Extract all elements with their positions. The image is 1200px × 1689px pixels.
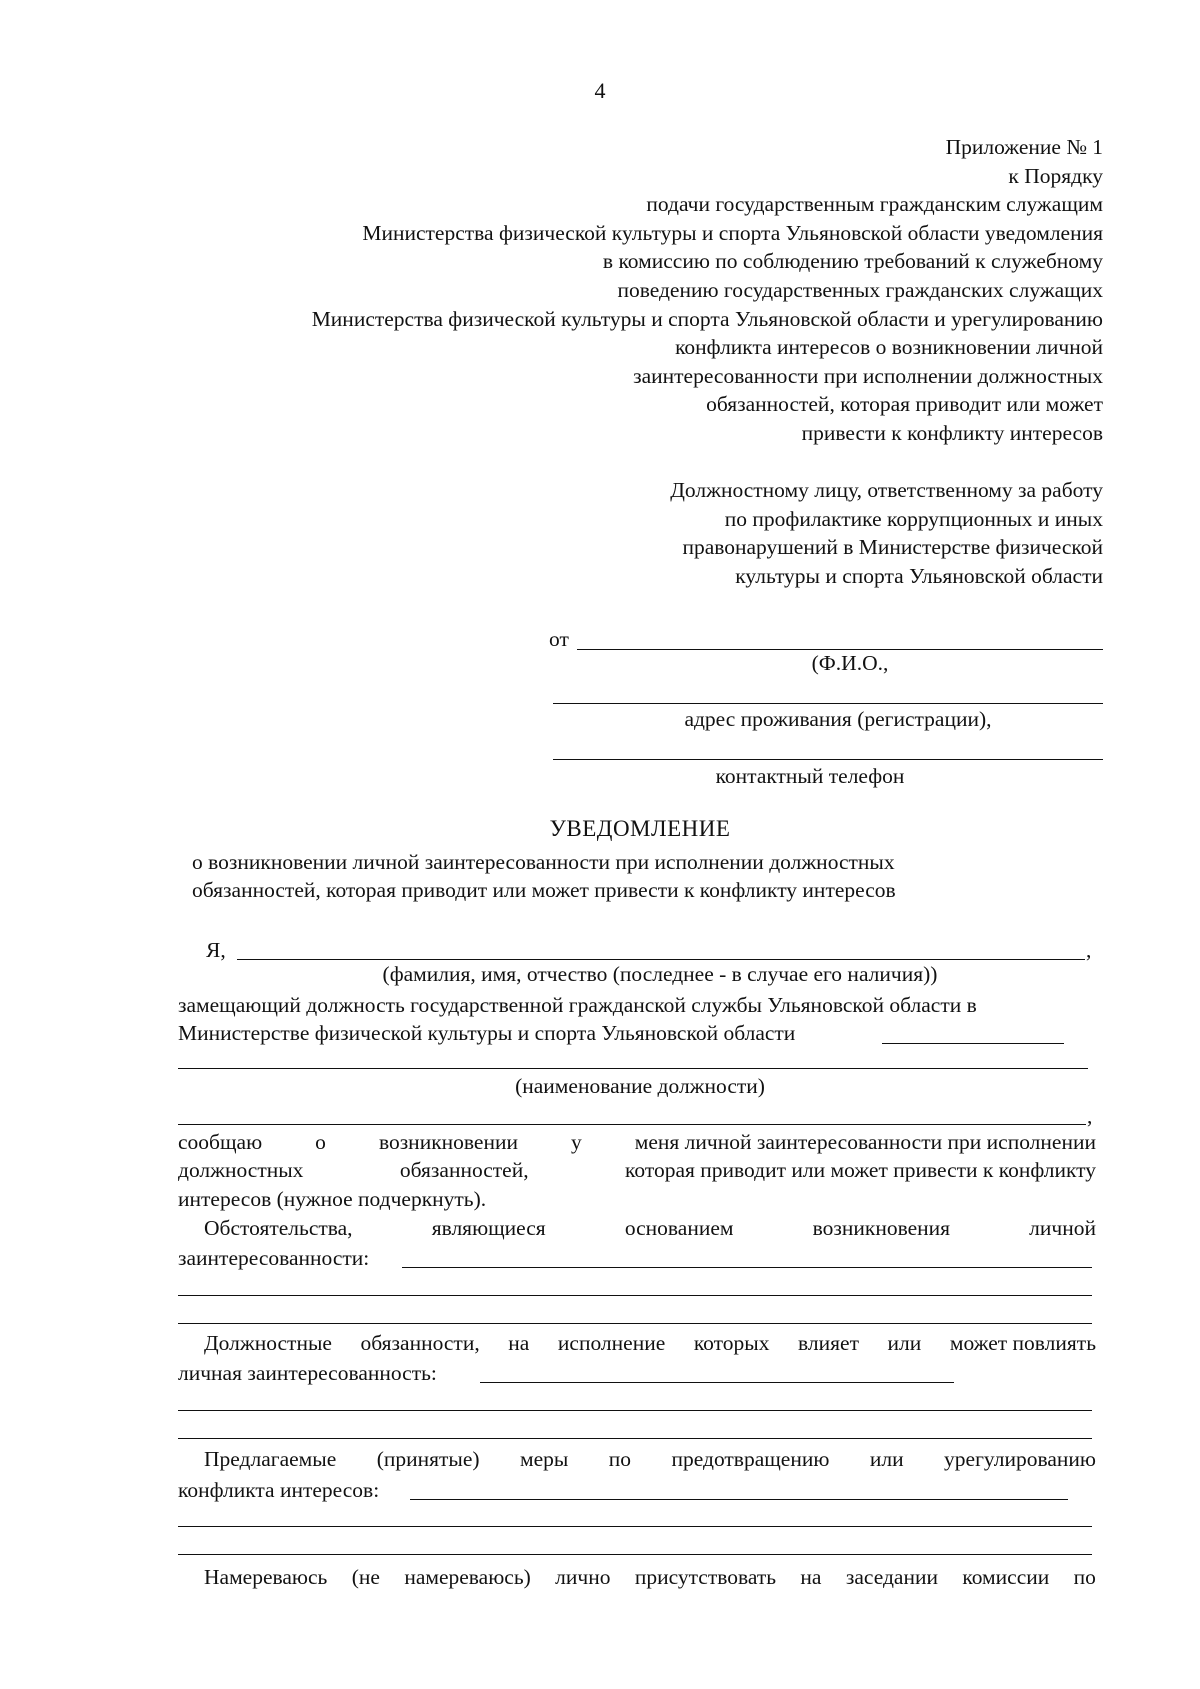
report-line: интересов (нужное подчеркнуть). <box>178 1187 487 1211</box>
report-line: должностных обязанностей, которая приводит или может привести к конфликту <box>178 1158 1096 1182</box>
annex-line: Министерства физической культуры и спорта Ульяновской области и урегулированию <box>311 306 1103 331</box>
fio-caption: (Ф.И.О., <box>811 651 889 675</box>
duties-label: личная заинтересованность: <box>178 1361 437 1385</box>
duties-line: Должностные обязанности, на исполнение которых влияет или может повлиять <box>204 1331 1096 1355</box>
fio-field[interactable] <box>577 649 1103 650</box>
position-field-inline[interactable] <box>882 1043 1064 1044</box>
intent-line: Намереваюсь (не намереваюсь) лично присутствовать на заседании комиссии по <box>204 1565 1096 1589</box>
address-caption: адрес проживания (регистрации), <box>684 707 992 731</box>
circumstances-field-2[interactable] <box>178 1295 1092 1296</box>
position-text-line: замещающий должность государственной гражданской службы Ульяновской области в <box>178 993 977 1017</box>
annex-line: подачи государственным гражданским служащим <box>646 192 1103 217</box>
report-line: сообщаю о возникновении у меня личной заинтересованности при исполнении <box>178 1130 1096 1154</box>
comma: , <box>1087 1104 1093 1128</box>
notice-subtitle-line: о возникновении личной заинтересованности при исполнении должностных <box>192 850 895 874</box>
addressee-line: культуры и спорта Ульяновской области <box>735 563 1103 588</box>
measures-label: конфликта интересов: <box>178 1478 380 1502</box>
measures-field[interactable] <box>410 1499 1068 1500</box>
full-name-caption: (фамилия, имя, отчество (последнее - в случае его наличия)) <box>382 962 938 986</box>
position-caption: (наименование должности) <box>515 1074 765 1098</box>
position-text-line: Министерстве физической культуры и спорта Ульяновской области <box>178 1021 796 1045</box>
addressee-line: по профилактике коррупционных и иных <box>724 506 1103 531</box>
annex-line: привести к конфликту интересов <box>801 420 1103 445</box>
position-field-continued[interactable] <box>178 1124 1086 1125</box>
addressee-block <box>503 476 1103 590</box>
annex-line: заинтересованности при исполнении должностных <box>633 363 1103 388</box>
circumstances-field-3[interactable] <box>178 1323 1092 1324</box>
addressee-line: Должностному лицу, ответственному за работу <box>670 478 1103 502</box>
duties-field-3[interactable] <box>178 1438 1092 1439</box>
notice-title: УВЕДОМЛЕНИЕ <box>549 816 731 841</box>
duties-field-2[interactable] <box>178 1410 1092 1411</box>
annex-line: Министерства физической культуры и спорта Ульяновской области уведомления <box>362 220 1103 245</box>
duties-field[interactable] <box>480 1382 954 1383</box>
full-name-field[interactable] <box>237 959 1085 960</box>
circumstances-field[interactable] <box>402 1267 1092 1268</box>
annex-line: Приложение № 1 <box>945 135 1103 159</box>
annex-line: к Порядку <box>1008 163 1103 188</box>
phone-caption: контактный телефон <box>715 764 905 788</box>
annex-line: в комиссию по соблюдению требований к служебному <box>602 249 1103 274</box>
position-field[interactable] <box>178 1068 1088 1069</box>
measures-line: Предлагаемые (принятые) меры по предотвращению или урегулированию <box>204 1447 1096 1471</box>
page-number: 4 <box>594 78 606 103</box>
from-label: от <box>549 627 569 651</box>
address-field[interactable] <box>553 703 1103 704</box>
circumstances-label: заинтересованности: <box>178 1246 370 1270</box>
i-label: Я, <box>206 938 226 962</box>
comma: , <box>1086 938 1092 962</box>
annex-line: обязанностей, которая приводит или может <box>706 392 1103 417</box>
measures-field-2[interactable] <box>178 1526 1092 1527</box>
annex-line: поведению государственных гражданских служащих <box>617 277 1103 302</box>
measures-field-3[interactable] <box>178 1554 1092 1555</box>
notice-subtitle-line: обязанностей, которая приводит или может привести к конфликту интересов <box>192 878 896 902</box>
addressee-line: правонарушений в Министерстве физической <box>682 535 1103 560</box>
phone-field[interactable] <box>553 759 1103 760</box>
circumstances-line: Обстоятельства, являющиеся основанием возникновения личной <box>204 1216 1096 1240</box>
annex-header <box>143 133 1103 448</box>
annex-line: конфликта интересов о возникновении личной <box>675 335 1103 360</box>
